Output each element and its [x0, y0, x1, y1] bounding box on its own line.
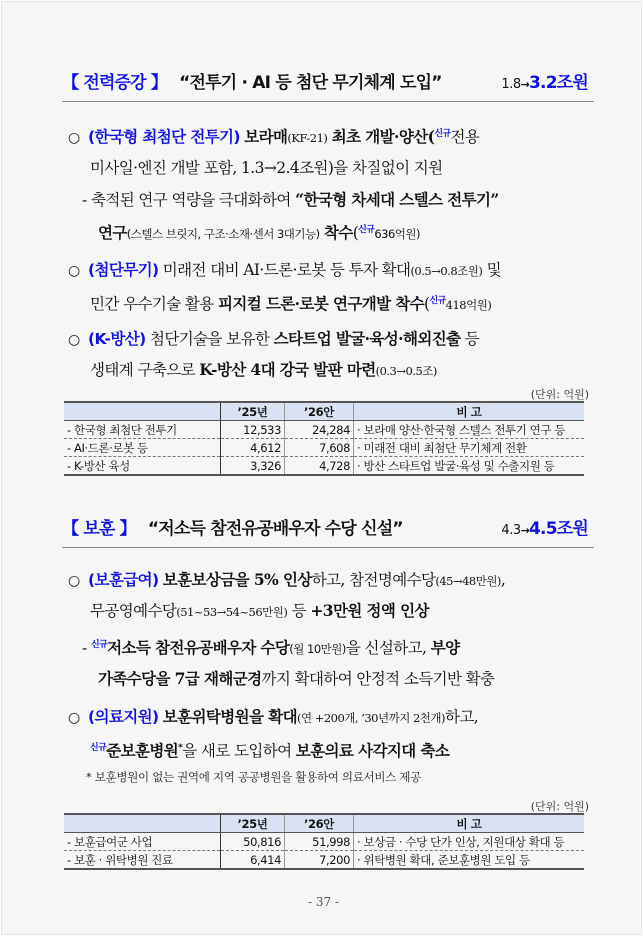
sub-item-stealth-fighter: - 축적된 연구 역량을 극대화하여 “한국형 차세대 스텔스 전투기” 연구(스텔스 브릿지, 구조·소재·센서 3대기능) 착수($^{신규}$636억원) — [82, 190, 499, 242]
bullet-advanced-weapons: ○ (첨단무기) 미래전 대비 AI·드론·로봇 등 투자 확대(0.5→0.8조원) 및 민간 우수기술 활용 피지컬 드론·로봇 연구개발 착수($^{신규}$418억원) — [68, 255, 608, 320]
circle-bullet-icon: ○ — [68, 263, 80, 279]
section-header-defense — [62, 68, 594, 102]
budget-table-defense — [64, 401, 584, 476]
bullet-fighter-jet: ○ (한국형 최첨단 전투기) 보라매(KF-21) 최초 개발·양산($^{신규}$전용 미사일·엔진 개발 포함, 1.3→2.4조원)을 차질없이 지원 — [68, 119, 608, 183]
bullet-veterans-benefits: ○ (보훈급여) 보훈보상금을 5% 인상하고, 참전명예수당(45→48만원), 무공영예수당(51~53→54~56만원) 등 +3만원 정액 인상 — [68, 565, 608, 627]
table-row: - 보훈 · 위탁병원 진료 6,414 7,200 · 위탁병원 확대, 준보훈병원 도입 등 — [64, 851, 584, 870]
table-unit-label: (단위: 억원) — [530, 800, 589, 813]
table-unit-label: (단위: 억원) — [530, 388, 589, 401]
table-header-row: ’25년 ’26안 비 고 — [64, 402, 584, 421]
section-title: “저소득 참전유공배우자 수당 신설” — [147, 519, 403, 539]
bullet-k-defense: ○ (K-방산) 첨단기술을 보유한 스타트업 발굴·육성·해외진출 등 생태계 구축으로 K-방산 4대 강국 발판 마련(0.3→0.5조) — [68, 324, 608, 386]
new-badge: 신규 — [429, 296, 446, 306]
new-badge: 신규 — [90, 743, 107, 753]
section-header-veterans — [62, 514, 594, 548]
budget-table-veterans — [64, 813, 584, 870]
new-badge: 신규 — [358, 225, 375, 235]
arrow-icon: → — [520, 524, 530, 537]
arrow-icon: → — [520, 78, 530, 91]
table-row: - AI·드론·로봇 등 4,612 7,608 · 미래전 대비 최첨단 무기체계 전환 — [64, 439, 584, 457]
circle-bullet-icon: ○ — [68, 130, 80, 146]
section-amount: 1.8→3.2조원 — [501, 73, 588, 93]
table-row: - K-방산 육성 3,326 4,728 · 방산 스타트업 발굴·육성 및 수출지원 등 — [64, 457, 584, 476]
document-page — [1, 1, 642, 935]
sub-item-spouse-allowance: - $^{신규}$저소득 참전유공배우자 수당(월 10만원)을 신설하고, 부양 가족수당을 7급 재해군경까지 확대하여 안정적 소득기반 확충 — [82, 638, 495, 688]
footnote: * 보훈병원이 없는 권역에 지역 공공병원을 활용하여 의료서비스 제공 — [86, 770, 421, 784]
section-tag: 【 보훈 】 — [62, 519, 136, 539]
new-badge: 신규 — [434, 129, 451, 139]
table-header-row: ’25년 ’26안 비 고 — [64, 814, 584, 833]
circle-bullet-icon: ○ — [68, 573, 80, 589]
table-row: - 보훈급여군 사업 50,816 51,998 · 보상금 · 수당 단가 인상, 지원대상 확대 등 — [64, 833, 584, 851]
section-amount: 4.3→4.5조원 — [501, 519, 588, 539]
new-badge: 신규 — [90, 640, 108, 650]
section-tag: 【 전력증강 】 — [62, 73, 168, 93]
bullet-medical-support: ○ (의료지원) 보훈위탁병원을 확대(연 +200개, ’30년까지 2천개)하고, $^{신규}$준보훈병원*을 새로 도입하여 보훈의료 사각지대 축소 — [68, 702, 608, 766]
page-number: - 37 - — [307, 895, 339, 909]
circle-bullet-icon: ○ — [68, 332, 80, 348]
table-row: - 한국형 최첨단 전투기 12,533 24,284 · 보라매 양산·한국형 스텔스 전투기 연구 등 — [64, 421, 584, 439]
circle-bullet-icon: ○ — [68, 710, 80, 726]
section-title: “전투기 · AI 등 첨단 무기체계 도입” — [179, 73, 442, 93]
